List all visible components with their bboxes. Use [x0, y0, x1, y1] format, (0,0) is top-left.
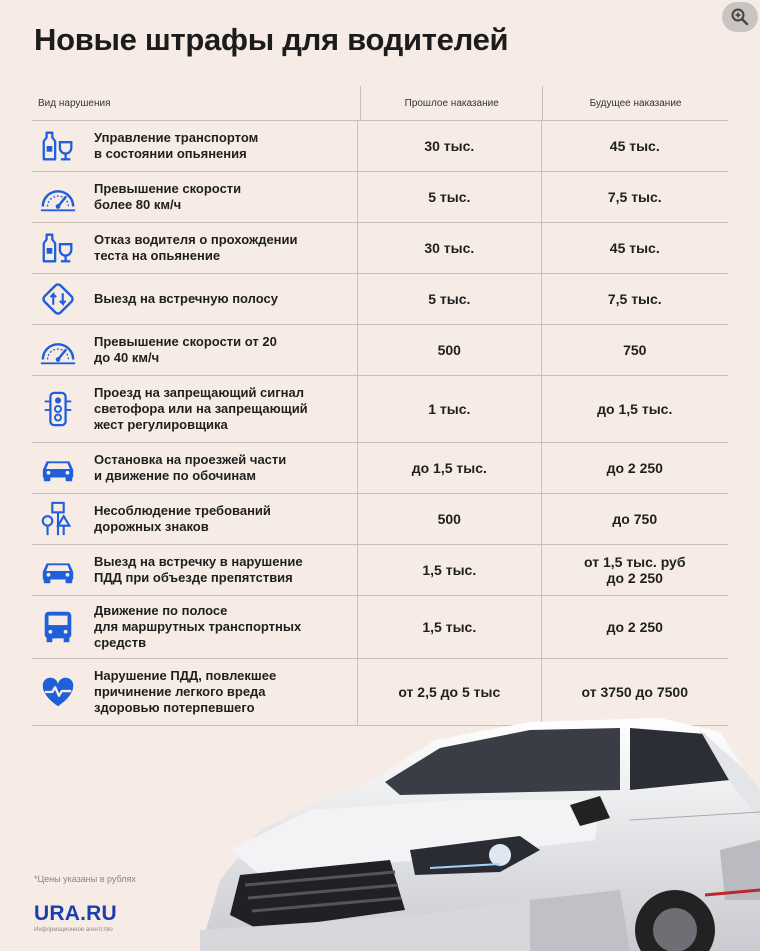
- table-row: [32, 596, 728, 659]
- violation-cell: [32, 550, 357, 590]
- violation-text: Несоблюдение требований дорожных знаков: [94, 503, 271, 534]
- past-penalty-value: 500: [437, 342, 461, 358]
- currency-note: *Цены указаны в рублях: [34, 874, 136, 884]
- past-penalty-value: от 2,5 до 5 тыс: [398, 684, 501, 700]
- table-row: [32, 325, 728, 376]
- fines-table: [32, 86, 728, 726]
- bottle-glass-icon: [36, 126, 80, 166]
- future-penalty-value: до 1,5 тыс.: [597, 401, 673, 417]
- violation-text: Отказ водителя о прохождении теста на опьянение: [94, 232, 298, 263]
- past-penalty-value: 30 тыс.: [424, 240, 475, 256]
- table-row: [32, 274, 728, 325]
- past-penalty-cell: [357, 121, 540, 171]
- traffic-light-icon: [36, 389, 80, 429]
- table-row: [32, 223, 728, 274]
- future-penalty-cell: [541, 596, 728, 658]
- past-penalty-cell: [357, 325, 540, 375]
- table-header: [32, 86, 728, 121]
- suv-car-image: [200, 700, 760, 951]
- violation-text: Нарушение ПДД, повлекшее причинение легкого вреда здоровью потерпевшего: [94, 668, 277, 715]
- violation-text: Выезд на встречную полосу: [94, 291, 278, 306]
- logo: [34, 902, 117, 933]
- future-penalty-cell: [541, 274, 728, 324]
- road-signs-icon: [36, 499, 80, 539]
- page-title: Новые штрафы для водителей: [34, 22, 509, 57]
- header-violation: Вид нарушения: [38, 97, 111, 109]
- future-penalty-value: от 1,5 тыс. руб до 2 250: [584, 554, 686, 586]
- future-penalty-value: от 3750 до 7500: [581, 684, 688, 700]
- future-penalty-value: до 2 250: [606, 460, 663, 476]
- table-row: [32, 443, 728, 494]
- violation-text: Проезд на запрещающий сигнал светофора или на запрещающий жест регулировщика: [94, 385, 308, 432]
- past-penalty-value: 1,5 тыс.: [422, 562, 477, 578]
- future-penalty-value: 45 тыс.: [609, 240, 660, 256]
- future-penalty-value: 7,5 тыс.: [607, 291, 662, 307]
- future-penalty-cell: [541, 223, 728, 273]
- logo-name: URA.RU: [34, 902, 117, 925]
- past-penalty-value: 30 тыс.: [424, 138, 475, 154]
- past-penalty-cell: [357, 545, 540, 595]
- past-penalty-cell: [357, 376, 540, 442]
- violation-cell: [32, 228, 357, 268]
- violation-cell: [32, 330, 357, 370]
- future-penalty-cell: [541, 494, 728, 544]
- future-penalty-cell: [541, 443, 728, 493]
- past-penalty-value: 5 тыс.: [428, 291, 471, 307]
- table-row: [32, 172, 728, 223]
- bus-icon: [36, 607, 80, 647]
- speedometer-icon: [36, 177, 80, 217]
- past-penalty-value: 1 тыс.: [428, 401, 471, 417]
- past-penalty-cell: [357, 443, 540, 493]
- heart-pulse-icon: [36, 672, 80, 712]
- logo-subtitle: Информационное агентство: [34, 927, 113, 933]
- future-penalty-value: до 750: [612, 511, 658, 527]
- zoom-in-icon: [730, 7, 750, 27]
- violation-text: Движение по полосе для маршрутных транспортных средств: [94, 603, 302, 650]
- table-row: [32, 494, 728, 545]
- future-penalty-cell: [541, 325, 728, 375]
- oncoming-lane-sign-icon: [36, 279, 80, 319]
- past-penalty-value: до 1,5 тыс.: [411, 460, 487, 476]
- violation-text: Остановка на проезжей части и движение по обочинам: [94, 452, 287, 483]
- future-penalty-cell: [541, 121, 728, 171]
- violation-cell: [32, 499, 357, 539]
- violation-cell: [32, 279, 357, 319]
- violation-cell: [32, 126, 357, 166]
- zoom-button[interactable]: [722, 2, 758, 32]
- future-penalty-value: до 2 250: [606, 619, 663, 635]
- violation-cell: [32, 603, 357, 651]
- table-row: [32, 121, 728, 172]
- past-penalty-value: 5 тыс.: [428, 189, 471, 205]
- future-penalty-value: 7,5 тыс.: [607, 189, 662, 205]
- future-penalty-cell: [541, 545, 728, 595]
- header-future: Будущее наказание: [542, 86, 728, 120]
- bottle-glass-icon: [36, 228, 80, 268]
- future-penalty-value: 750: [623, 342, 647, 358]
- future-penalty-cell: [541, 172, 728, 222]
- header-past: Прошлое наказание: [360, 86, 542, 120]
- car-icon: [36, 550, 80, 590]
- violation-cell: [32, 448, 357, 488]
- past-penalty-value: 1,5 тыс.: [422, 619, 477, 635]
- violation-text: Выезд на встречку в нарушение ПДД при объезде препятствия: [94, 554, 303, 585]
- violation-text: Превышение скорости от 20 до 40 км/ч: [94, 334, 277, 365]
- past-penalty-cell: [357, 596, 540, 658]
- past-penalty-cell: [357, 223, 540, 273]
- future-penalty-cell: [541, 376, 728, 442]
- future-penalty-value: 45 тыс.: [609, 138, 660, 154]
- past-penalty-cell: [357, 494, 540, 544]
- past-penalty-cell: [357, 172, 540, 222]
- violation-text: Превышение скорости более 80 км/ч: [94, 181, 242, 212]
- past-penalty-value: 500: [437, 511, 461, 527]
- past-penalty-cell: [357, 274, 540, 324]
- violation-cell: [32, 385, 357, 433]
- table-row: [32, 376, 728, 443]
- car-icon: [36, 448, 80, 488]
- speedometer-icon: [36, 330, 80, 370]
- table-row: [32, 545, 728, 596]
- violation-cell: [32, 177, 357, 217]
- violation-text: Управление транспортом в состоянии опьянения: [94, 130, 259, 161]
